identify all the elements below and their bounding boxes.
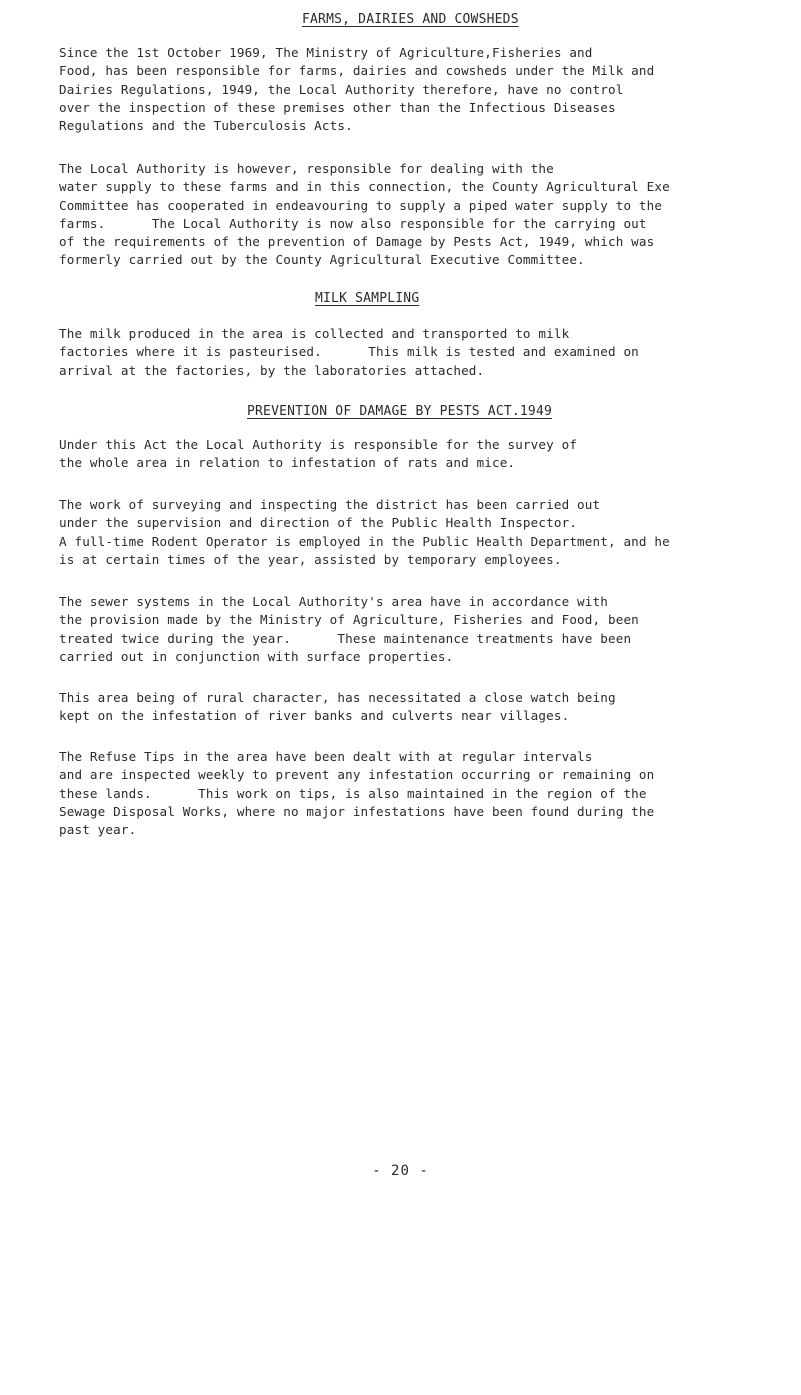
paragraph-rodent-operator: The work of surveying and inspecting the district has been carried out under the supervision and direction of the Public Health Inspector. A full-time Rodent Operator is employed in the Public Health Department, and he is at certain times of the year, assisted by temporary employees. <box>59 497 670 567</box>
paragraph-refuse-tips: The Refuse Tips in the area have been dealt with at regular intervals and are inspected weekly to prevent any infestation occurring or remaining on these lands. This work on tips, is also maintained in the region of the Sewage Disposal Works, where no major infestations have been found during the past year. <box>59 749 655 838</box>
heading-milk-sampling: MILK SAMPLING <box>315 291 420 306</box>
paragraph-milk-collection: The milk produced in the area is collected and transported to milk factories where it is pasteurised. This milk is tested and examined on arrival at the factories, by the laboratories attached. <box>59 326 639 378</box>
paragraph-ministry-responsibility: Since the 1st October 1969, The Ministry of Agriculture,Fisheries and Food, has been responsible for farms, dairies and cowsheds under the Milk and Dairies Regulations, 1949, the Local Authority therefore, have no control over the inspection of these premises other than the Infectious Diseases Regulations and the Tuberculosis Acts. <box>59 45 655 134</box>
paragraph-sewer-systems: The sewer systems in the Local Authority's area have in accordance with the provision made by the Ministry of Agriculture, Fisheries and Food, been treated twice during the year. These maintenance treatments have been carried out in conjunction with surface properties. <box>59 594 639 664</box>
paragraph-survey-responsibility: Under this Act the Local Authority is responsible for the survey of the whole area in relation to infestation of rats and mice. <box>59 437 578 471</box>
page-number: - 20 - <box>372 1163 429 1179</box>
heading-prevention-of-damage-by-pests: PREVENTION OF DAMAGE BY PESTS ACT.1949 <box>247 404 553 419</box>
paragraph-rural-character: This area being of rural character, has necessitated a close watch being kept on the infestation of river banks and culverts near villages. <box>59 690 616 724</box>
paragraph-water-supply: The Local Authority is however, responsible for dealing with the water supply to these farms and in this connection, the County Agricultural Exe Committee has cooperated in endeavouring to supply a piped water supply to the farms. The Local Authority is now also responsible for the carrying out of the requirements of the prevention of Damage by Pests Act, 1949, which was formerly carried out by the County Agricultural Executive Committee. <box>59 161 670 268</box>
heading-farms-dairies-cowsheds: FARMS, DAIRIES AND COWSHEDS <box>302 12 519 27</box>
